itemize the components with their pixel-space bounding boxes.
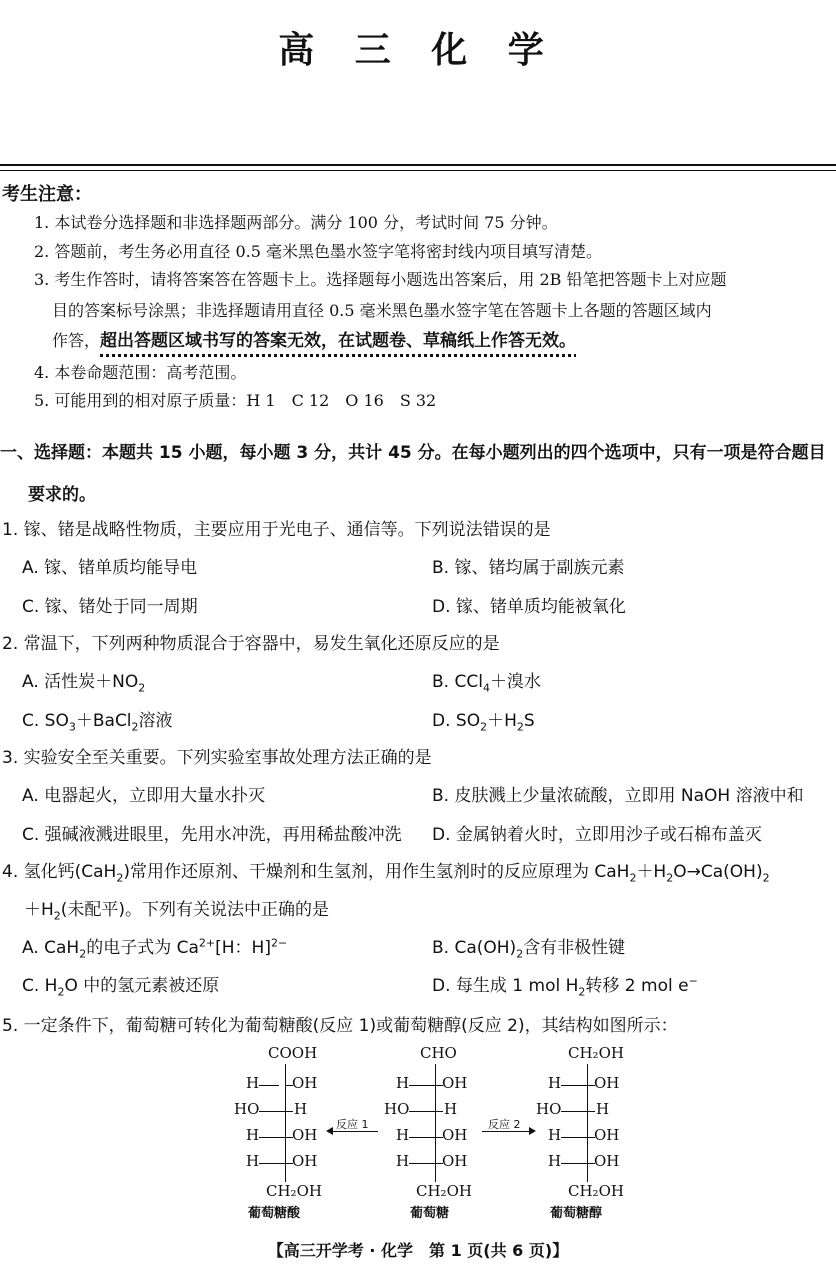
q4-option-a-sup: 2+ <box>198 936 216 950</box>
struct-left-bottom: CH₂OH <box>266 1182 322 1200</box>
page-footer: 【高三开学考 · 化学 第 1 页(共 6 页)】 <box>267 1241 569 1260</box>
question-2-stem: 2. 常温下，下列两种物质混合于容器中，易发生氧化还原反应的是 <box>2 634 500 654</box>
struct-right-r3-l: H <box>548 1126 562 1144</box>
struct-left-bond <box>285 1111 293 1112</box>
q4-option-a-sup2: 2− <box>270 936 288 950</box>
struct-right-bond <box>561 1111 595 1112</box>
q4-sub-2: 2 <box>629 871 637 885</box>
struct-right-bond <box>561 1137 595 1138</box>
notice-item-3-cont: 目的答案标号涂黑；非选择题请用直径 0.5 毫米黑色墨水签字笔在答题卡上各题的答题区域内 <box>52 301 712 320</box>
section-heading: 一、选择题：本题共 15 小题，每小题 3 分，共计 45 分。在每小题列出的四个选项中，只有一项是符合题目 <box>0 443 826 463</box>
struct-right-r3-r: OH <box>594 1126 620 1144</box>
notice-item-2: 2. 答题前，考生务必用直径 0.5 毫米黑色墨水签字笔将密封线内项目填写清楚。 <box>34 242 602 261</box>
q1-option-c: C. 镓、锗处于同一周期 <box>22 597 198 617</box>
notice-item-3: 3. 考生作答时，请将答案答在答题卡上。选择题每小题选出答案后，用 2B 铅笔把答题卡上对应题 <box>34 270 727 289</box>
q1-option-d: D. 镓、锗单质均能被氧化 <box>432 597 626 617</box>
q4-sub-4: 2 <box>762 871 770 885</box>
question-4-stem <box>2 857 770 884</box>
q2-option-c <box>22 706 173 733</box>
reaction-1-arrow <box>330 1131 378 1132</box>
struct-left-r4-r: OH <box>292 1152 318 1170</box>
q4-option-a-post: [H：H] <box>215 938 271 958</box>
notice-item-1: 1. 本试卷分选择题和非选择题两部分。满分 100 分，考试时间 75 分钟。 <box>34 213 558 232</box>
question-1-stem: 1. 镓、锗是战略性物质，主要应用于光电子、通信等。下列说法错误的是 <box>2 520 551 540</box>
struct-mid-bond <box>409 1085 443 1086</box>
struct-left-r2-l: HO <box>234 1100 260 1118</box>
notice-answer-area: 作答， <box>52 331 101 350</box>
q1-option-a: A. 镓、锗单质均能导电 <box>22 558 198 578</box>
question-3-stem: 3. 实验安全至关重要。下列实验室事故处理方法正确的是 <box>2 748 432 768</box>
notice-item-5: 5. 可能用到的相对原子质量：H 1 C 12 O 16 S 32 <box>34 391 437 410</box>
q3-option-b: B. 皮肤溅上少量浓硫酸，立即用 NaOH 溶液中和 <box>432 786 804 806</box>
struct-left-bond <box>259 1163 293 1164</box>
q2-option-b-text: B. CCl <box>432 672 483 692</box>
struct-mid-r3-l: H <box>396 1126 410 1144</box>
struct-left-r3-l: H <box>246 1126 260 1144</box>
structure-glucose <box>384 1044 488 1224</box>
q4-sub-5: 2 <box>53 909 61 923</box>
struct-right-backbone <box>587 1064 588 1182</box>
q4-option-a-mid: 的电子式为 Ca <box>86 938 199 958</box>
struct-right-top: CH₂OH <box>568 1044 624 1062</box>
struct-left-r1-r: OH <box>292 1074 318 1092</box>
struct-mid-bond <box>409 1111 443 1112</box>
struct-mid-backbone <box>435 1064 436 1182</box>
q4-option-b <box>432 933 625 960</box>
q4-option-d-sub: 2 <box>578 985 586 999</box>
struct-left-caption: 葡萄糖酸 <box>248 1206 301 1221</box>
struct-left-backbone <box>285 1064 286 1182</box>
struct-right-r2-l: HO <box>536 1100 562 1118</box>
struct-mid-r2-l: HO <box>384 1100 410 1118</box>
q4-option-a-sub: 2 <box>79 947 87 961</box>
q4-stem-1: 4. 氢化钙(CaH <box>2 862 117 882</box>
struct-mid-r4-l: H <box>396 1152 410 1170</box>
reaction-1-label: 反应 1 <box>336 1118 369 1131</box>
q4-option-d-post: 转移 2 mol e <box>585 976 689 996</box>
q2-option-a <box>22 667 145 694</box>
q2-option-a-sub: 2 <box>138 681 146 695</box>
notice-item-3-cont2 <box>52 326 576 351</box>
struct-mid-bond <box>409 1137 443 1138</box>
q3-option-c: C. 强碱液溅进眼里，先用水冲洗，再用稀盐酸冲洗 <box>22 825 402 845</box>
q2-option-d-text: D. SO <box>432 711 481 731</box>
struct-left-bond <box>259 1137 293 1138</box>
struct-right-bond <box>561 1163 595 1164</box>
struct-left-top: COOH <box>268 1044 318 1062</box>
q3-option-d: D. 金属钠着火时，立即用沙子或石棉布盖灭 <box>432 825 762 845</box>
struct-left-bond <box>259 1111 285 1112</box>
q1-option-b: B. 镓、锗均属于副族元素 <box>432 558 625 578</box>
q4-stem-3: ＋H <box>636 862 667 882</box>
struct-right-r4-l: H <box>548 1152 562 1170</box>
q4-sub-3: 2 <box>666 871 674 885</box>
q4-option-c-text: C. H <box>22 976 58 996</box>
q4-sub-1: 2 <box>116 871 124 885</box>
notice-emphasis: 超出答题区域书写的答案无效，在试题卷、草稿纸上作答无效。 <box>100 331 577 351</box>
q4-stem-6: (未配平)。下列有关说法中正确的是 <box>60 900 330 920</box>
q4-option-b-sub: 2 <box>516 947 524 961</box>
header-rule-thin <box>0 170 836 171</box>
q2-option-a-text: A. 活性炭＋NO <box>22 672 139 692</box>
struct-mid-r1-l: H <box>396 1074 410 1092</box>
q4-option-a-text: A. CaH <box>22 938 80 958</box>
q2-option-d-sub2: 2 <box>516 720 524 734</box>
struct-mid-r2-r: H <box>444 1100 458 1118</box>
reaction-2-arrow <box>482 1131 530 1132</box>
struct-right-r1-l: H <box>548 1074 562 1092</box>
struct-mid-top: CHO <box>420 1044 457 1062</box>
question-4-stem-cont <box>24 895 329 922</box>
structure-sorbitol <box>536 1044 646 1224</box>
q4-option-d <box>432 971 698 998</box>
struct-right-bottom: CH₂OH <box>568 1182 624 1200</box>
struct-left-r3-r: OH <box>292 1126 318 1144</box>
struct-right-r2-r: H <box>596 1100 610 1118</box>
q2-option-b-post: ＋溴水 <box>489 672 541 692</box>
q4-stem-2: )常用作还原剂、干燥剂和生氢剂，用作生氢剂时的反应原理为 CaH <box>123 862 630 882</box>
q2-option-b-sub: 4 <box>482 681 490 695</box>
struct-right-r1-r: OH <box>594 1074 620 1092</box>
q2-option-c-post: 溶液 <box>138 711 173 731</box>
q4-option-a <box>22 933 287 960</box>
reaction-1-arrowhead <box>326 1127 333 1135</box>
struct-mid-caption: 葡萄糖 <box>410 1206 450 1221</box>
struct-left-r1-l: H <box>246 1074 260 1092</box>
notice-item-4: 4. 本卷命题范围：高考范围。 <box>34 363 247 382</box>
notice-heading: 考生注意： <box>2 184 92 205</box>
q2-option-c-sub2: 2 <box>131 720 139 734</box>
q2-option-d-sub1: 2 <box>480 720 488 734</box>
struct-right-r4-r: OH <box>594 1152 620 1170</box>
structure-gluconic-acid <box>228 1044 328 1224</box>
struct-mid-r4-r: OH <box>442 1152 468 1170</box>
struct-mid-r1-r: OH <box>442 1074 468 1092</box>
question-5-stem: 5. 一定条件下，葡萄糖可转化为葡萄糖酸(反应 1)或葡萄糖醇(反应 2)，其结构如图所示： <box>2 1016 678 1036</box>
reaction-2-label: 反应 2 <box>488 1118 521 1131</box>
q4-option-b-text: B. Ca(OH) <box>432 938 517 958</box>
struct-mid-r3-r: OH <box>442 1126 468 1144</box>
q4-option-c-sub: 2 <box>57 985 65 999</box>
page-title: 高 三 化 学 <box>278 30 558 71</box>
struct-mid-bottom: CH₂OH <box>416 1182 472 1200</box>
q2-option-d-post: S <box>523 711 535 731</box>
struct-right-bond <box>561 1085 595 1086</box>
q2-option-c-mid: ＋BaCl <box>75 711 132 731</box>
q4-stem-5: ＋H <box>24 900 54 920</box>
q2-option-c-text: C. SO <box>22 711 69 731</box>
struct-mid-bond <box>409 1163 443 1164</box>
struct-left-bond <box>259 1085 279 1086</box>
q3-option-a: A. 电器起火，立即用大量水扑灭 <box>22 786 266 806</box>
q4-stem-4: O→Ca(OH) <box>673 862 763 882</box>
q4-option-c-post: O 中的氢元素被还原 <box>64 976 220 996</box>
struct-left-r4-l: H <box>246 1152 260 1170</box>
struct-left-r2-r: H <box>294 1100 308 1118</box>
q4-option-c <box>22 971 219 998</box>
q2-option-d <box>432 706 535 733</box>
reaction-2-arrowhead <box>529 1127 536 1135</box>
section-heading-cont: 要求的。 <box>28 485 96 505</box>
q2-option-c-sub1: 3 <box>68 720 76 734</box>
q4-option-d-text: D. 每生成 1 mol H <box>432 976 579 996</box>
q4-option-b-post: 含有非极性键 <box>523 938 626 958</box>
struct-right-caption: 葡萄糖醇 <box>550 1206 603 1221</box>
q2-option-b <box>432 667 541 694</box>
q4-option-d-sup: − <box>688 974 698 988</box>
q2-option-d-mid: ＋H <box>487 711 517 731</box>
header-rule <box>0 164 836 166</box>
